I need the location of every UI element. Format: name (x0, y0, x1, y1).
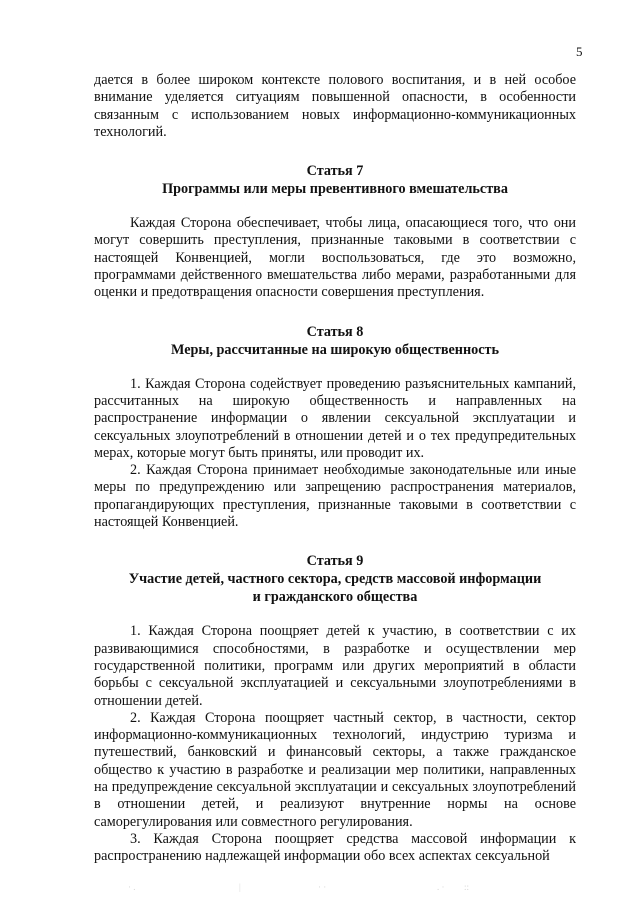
section-gap (94, 531, 576, 552)
article-9-paragraph-3: 3. Каждая Сторона поощряет средства массовой информации к распространению надлежащей информации обо всех аспектах сексуальной (94, 830, 576, 865)
article-8-number: Статья 8 (306, 323, 364, 340)
intro-paragraph: дается в более широком контексте полового воспитания, и в ней особое внимание уделяется ситуациям повышенной опасности, в особенности связанным с использованием новых информационно-коммуникационных технологий. (94, 72, 576, 140)
article-9-title-line-2: и гражданского общества (252, 589, 418, 606)
article-7-title: Программы или меры превентивного вмешательства (162, 181, 508, 198)
page-content (94, 72, 576, 866)
article-7-number: Статья 7 (306, 163, 364, 180)
heading-gap (94, 606, 576, 623)
page-number: 5 (576, 44, 583, 59)
scan-artifact: · . (128, 882, 136, 892)
heading-gap (94, 198, 576, 215)
scan-edge-artifacts (0, 882, 640, 900)
scan-artifact: | (239, 882, 241, 892)
section-gap (94, 302, 576, 323)
article-8-title: Меры, рассчитанные на широкую общественность (170, 341, 500, 358)
scan-artifact: . · (437, 882, 445, 892)
heading-gap (94, 359, 576, 376)
section-gap (94, 141, 576, 162)
article-9-paragraph-2: 2. Каждая Сторона поощряет частный сектор, в частности, сектор информационно-коммуникационных технологий, индустрию туризма и путешествий, банковский и финансовый секторы, а также гражданское общество к участию в разработке и реализации мер политики, направленных на предупреждение сексуальной эксплуатации и сексуальных злоупотреблений в отношении детей, и реализуют внутренние нормы на основе саморегулирования или совместного регулирования. (94, 709, 576, 830)
scan-artifact: · · (318, 882, 327, 892)
article-7-paragraph: Каждая Сторона обеспечивает, чтобы лица, опасающиеся того, что они могут совершить преступления, признанные таковыми в соответствии с настоящей Конвенцией, могли воспользоваться, где это возможно, программами действенного вмешательства либо мерами, разработанными для оценки и предотвращения опасности совершения преступления. (94, 215, 576, 301)
article-9-title-line-1: Участие детей, частного сектора, средств массовой информации (128, 571, 542, 588)
article-8-paragraph-1: 1. Каждая Сторона содействует проведению разъяснительных кампаний, рассчитанных на широкую общественность и направленных на распространение информации о явлении сексуальной эксплуатации и сексуальных злоупотреблений в отношении детей и о тех предупредительных мерах, которые могут быть приняты, или проводит их. (94, 375, 576, 461)
article-9-number: Статья 9 (306, 553, 364, 570)
article-9-paragraph-1: 1. Каждая Сторона поощряет детей к участию, в соответствии с их развивающимися способностями, в разработке и осуществлении мер государственной политики, программ или других мероприятий в области борьбы с сексуальной эксплуатацией и сексуальными злоупотреблениями в отношении детей. (94, 623, 576, 709)
article-8-paragraph-2: 2. Каждая Сторона принимает необходимые законодательные или иные меры по предупреждению или запрещению распространения материалов, пропагандирующих преступления, признанные таковыми в соответствии с настоящей Конвенцией. (94, 462, 576, 531)
scan-artifact: :: (464, 882, 470, 892)
